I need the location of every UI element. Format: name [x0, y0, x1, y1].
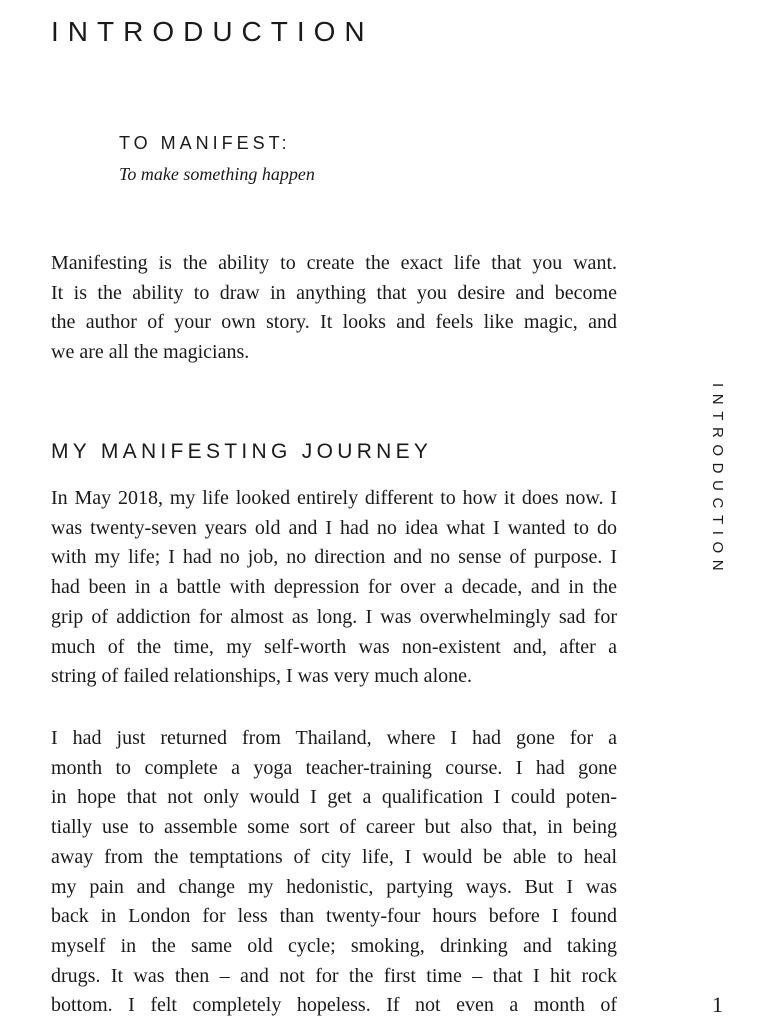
text-line: away from the temptations of city life, I would be able to heal: [51, 845, 617, 868]
text-line: I had just returned from Thailand, where I had gone for a: [51, 727, 617, 749]
journey-paragraph-2: [51, 724, 617, 1021]
section-heading: MY MANIFESTING JOURNEY: [51, 440, 433, 463]
text-line: had been in a battle with depression for over a decade, and in the: [51, 576, 617, 599]
running-head: INTRODUCTION: [709, 383, 726, 578]
text-line: grip of addiction for almost as long. I was overwhelmingly sad for: [51, 605, 617, 628]
text-line: in hope that not only would I get a qualification I could poten-: [51, 786, 617, 809]
text-line: In May 2018, my life looked entirely different to how it does now. I: [51, 487, 617, 509]
text-line: drugs. It was then – and not for the first time – that I hit rock: [51, 964, 617, 987]
text-line: we are all the magicians.: [51, 341, 250, 364]
text-line: tially use to assemble some sort of career but also that, in being: [51, 816, 617, 839]
text-line: my pain and change my hedonistic, partying ways. But I was: [51, 875, 617, 898]
definition-term: TO MANIFEST:: [119, 133, 291, 153]
definition-block: [119, 130, 315, 187]
text-line: back in London for less than twenty-four hours before I found: [51, 905, 617, 928]
text-line: myself in the same old cycle; smoking, drinking and taking: [51, 934, 617, 957]
text-line: Manifesting is the ability to create the exact life that you want.: [51, 252, 617, 274]
intro-paragraph: [51, 249, 617, 368]
text-line: It is the ability to draw in anything that you desire and become: [51, 281, 617, 304]
text-line: was twenty-seven years old and I had no idea what I wanted to do: [51, 516, 617, 539]
text-line: month to complete a yoga teacher-training course. I had gone: [51, 756, 617, 779]
text-line: bottom. I felt completely hopeless. If not even a month of: [51, 994, 617, 1017]
text-line: with my life; I had no job, no direction and no sense of purpose. I: [51, 546, 617, 569]
text-line: the author of your own story. It looks and feels like magic, and: [51, 311, 617, 334]
text-line: much of the time, my self-worth was non-existent and, after a: [51, 635, 617, 658]
definition-meaning: To make something happen: [119, 164, 315, 184]
journey-paragraph-1: [51, 484, 617, 692]
page-number: 1: [712, 992, 723, 1017]
chapter-title: INTRODUCTION: [51, 16, 374, 47]
text-line: string of failed relationships, I was very much alone.: [51, 665, 472, 688]
